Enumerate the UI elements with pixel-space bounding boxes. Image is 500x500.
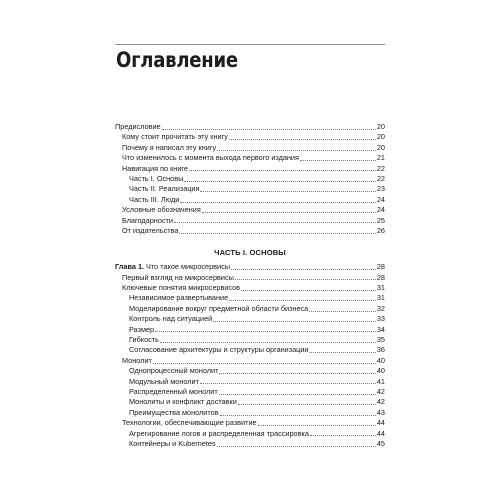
dot-leader <box>241 290 376 291</box>
dot-leader <box>174 222 376 223</box>
entry-title: Размер <box>129 324 155 334</box>
chapter-entry[interactable] <box>115 262 385 272</box>
chapter-prefix: Глава 1. <box>115 262 145 272</box>
entry-title: Навигация по книге <box>122 163 188 173</box>
page-number: 24 <box>376 194 385 204</box>
dot-leader <box>200 383 376 384</box>
dot-leader <box>200 191 375 192</box>
page-number: 25 <box>376 215 385 225</box>
toc-entry[interactable] <box>115 429 385 439</box>
entry-title: Агрегирование логов и распределенная трассировка <box>129 428 309 438</box>
entry-title: Монолиты и конфликт доставки <box>129 397 237 407</box>
entry-title: Кому стоит прочитать эту книгу <box>122 132 228 142</box>
toc-entry[interactable] <box>115 325 385 335</box>
dot-leader <box>184 181 376 182</box>
page-number: 22 <box>376 163 385 173</box>
toc-entry[interactable] <box>115 132 385 142</box>
part-title: ЧАСТЬ I. ОСНОВЫ <box>214 248 286 258</box>
page-number: 24 <box>376 205 385 215</box>
page-number: 31 <box>376 283 385 293</box>
entry-title: Часть II. Реализация <box>129 184 200 194</box>
entry-title: От издательства <box>122 225 179 235</box>
page-number: 45 <box>376 438 385 448</box>
toc-entry[interactable] <box>115 164 385 174</box>
toc-entry[interactable] <box>115 226 385 236</box>
dot-leader <box>309 352 375 353</box>
entry-title: Распределенный монолит <box>129 386 218 396</box>
page-number: 40 <box>376 366 385 376</box>
dot-leader <box>179 233 375 234</box>
dot-leader <box>180 202 376 203</box>
page-title: Оглавление <box>116 48 238 72</box>
page-number: 20 <box>376 132 385 142</box>
dot-leader <box>219 373 375 374</box>
dot-leader <box>202 212 376 213</box>
toc-entry[interactable] <box>115 345 385 355</box>
page-number: 34 <box>376 324 385 334</box>
page-number: 41 <box>376 376 385 386</box>
dot-leader <box>217 446 376 447</box>
entry-title: Независимое развертывание <box>129 293 229 303</box>
page-number: 35 <box>376 335 385 345</box>
page-number: 23 <box>376 184 385 194</box>
toc-entry[interactable] <box>115 143 385 153</box>
entry-title: Контроль над ситуацией <box>129 314 213 324</box>
toc-entry[interactable] <box>115 216 385 226</box>
toc-entry[interactable] <box>115 418 385 428</box>
entry-title: Ключевые понятия микросервисов <box>122 283 241 293</box>
entry-title: Почему я написал эту книгу <box>122 142 217 152</box>
dot-leader <box>217 150 376 151</box>
page-number: 43 <box>376 407 385 417</box>
dot-leader <box>219 394 376 395</box>
toc-entry[interactable] <box>115 314 385 324</box>
entry-title: Контейнеры и Kubernetes <box>129 438 216 448</box>
toc-entry[interactable] <box>115 283 385 293</box>
page-number: 42 <box>376 397 385 407</box>
chapter-title: Что такое микросервисы <box>144 262 231 272</box>
toc-entry[interactable] <box>115 366 385 376</box>
entry-title: Благодарности <box>122 215 173 225</box>
page-number: 26 <box>376 225 385 235</box>
toc-entry[interactable] <box>115 184 385 194</box>
dot-leader <box>229 139 376 140</box>
entry-title: Первый взгляд на микросервисы <box>122 272 234 282</box>
entry-title: Согласование архитектуры и структуры организации <box>129 345 309 355</box>
toc-entry[interactable] <box>115 273 385 283</box>
page-number: 20 <box>376 121 385 131</box>
toc-entry[interactable] <box>115 439 385 449</box>
dot-leader <box>300 160 376 161</box>
entry-title: Однопроцессный монолит <box>129 366 219 376</box>
toc-entry[interactable] <box>115 408 385 418</box>
dot-leader <box>309 311 376 312</box>
dot-leader <box>153 363 376 364</box>
table-of-contents <box>115 122 385 449</box>
dot-leader <box>189 170 376 171</box>
dot-leader <box>229 300 376 301</box>
page-number: 44 <box>376 428 385 438</box>
dot-leader <box>160 342 376 343</box>
dot-leader <box>155 331 376 332</box>
entry-title: Моделирование вокруг предметной области бизнеса <box>129 303 309 313</box>
page-number: 33 <box>376 314 385 324</box>
front-matter-list <box>115 122 385 236</box>
page-number: 20 <box>376 142 385 152</box>
entry-title: Что изменилось с момента выхода первого издания <box>122 153 299 163</box>
entry-title: Предисловие <box>115 121 161 131</box>
entry-title: Гибкость <box>129 335 159 345</box>
page-number: 31 <box>376 293 385 303</box>
dot-leader <box>235 279 376 280</box>
entry-title: Модульный монолит <box>129 376 199 386</box>
page-number: 28 <box>376 262 385 272</box>
entry-title: Часть I. Основы <box>129 173 184 183</box>
toc-entry[interactable] <box>115 153 385 163</box>
toc-entry[interactable] <box>115 174 385 184</box>
toc-entry[interactable] <box>115 377 385 387</box>
page-number: 22 <box>376 173 385 183</box>
page-number: 36 <box>376 345 385 355</box>
toc-entry[interactable] <box>115 205 385 215</box>
entry-title: Технологии, обеспечивающие развитие <box>122 418 257 428</box>
page-number: 42 <box>376 386 385 396</box>
page-number: 40 <box>376 355 385 365</box>
dot-leader <box>220 415 376 416</box>
dot-leader <box>310 435 376 436</box>
entry-title: Преимущества монолитов <box>129 407 219 417</box>
toc-entry[interactable] <box>115 122 385 132</box>
entry-title: Монолит <box>122 355 152 365</box>
dot-leader <box>213 321 376 322</box>
toc-entry[interactable] <box>115 195 385 205</box>
toc-entry[interactable] <box>115 397 385 407</box>
page-number: 44 <box>376 418 385 428</box>
toc-entry[interactable] <box>115 335 385 345</box>
toc-entry[interactable] <box>115 304 385 314</box>
top-rule <box>115 44 385 45</box>
toc-entry[interactable] <box>115 356 385 366</box>
page-number: 21 <box>376 153 385 163</box>
dot-leader <box>258 425 376 426</box>
page-number: 32 <box>376 303 385 313</box>
dot-leader <box>231 269 376 270</box>
entry-title: Часть III. Люди <box>129 194 180 204</box>
entry-title: Условные обозначения <box>122 205 201 215</box>
toc-entry[interactable] <box>115 293 385 303</box>
chapter-section-list <box>115 273 385 450</box>
dot-leader <box>238 404 376 405</box>
page-number: 28 <box>376 272 385 282</box>
toc-entry[interactable] <box>115 387 385 397</box>
dot-leader <box>162 129 376 130</box>
